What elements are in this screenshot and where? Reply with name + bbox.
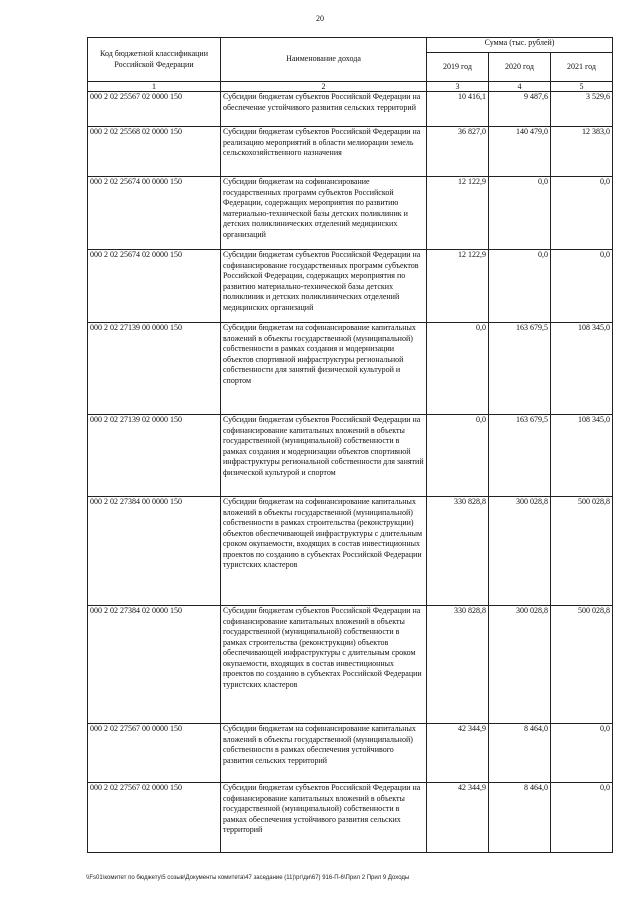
revenue-name-cell: Субсидии бюджетам субъектов Российской Федерации на софинансирование капитальных вложений в объекты государственной (муниципальной) собственности в рамках строительства (реконструкции) объектов обеспечивающей инфраструктуры с длительным сроком окупаемости, входящих в состав инвестиционных проектов по созданию в субъектах Российской Федерации туристских кластеров — [221, 606, 427, 724]
amount-2021-cell: 500 028,8 — [551, 606, 613, 724]
amount-2020-cell: 163 679,5 — [489, 415, 551, 497]
amount-2021-cell: 108 345,0 — [551, 415, 613, 497]
amount-2020-cell: 8 464,0 — [489, 724, 551, 783]
table-row — [88, 606, 613, 724]
amount-2020-cell: 300 028,8 — [489, 606, 551, 724]
file-path-footer: \\Fs01\комитет по бюджету\5 созыв\Документы комитета\47 заседание (11)\рг\ди\67) 916-П-6\Прил 2 Прил 9 Доходы — [86, 875, 410, 881]
table-row — [88, 177, 613, 250]
header-code: Код бюджетной классификации Российской Федерации — [88, 38, 221, 82]
amount-2021-cell: 0,0 — [551, 724, 613, 783]
amount-2019-cell: 10 416,1 — [427, 92, 489, 127]
amount-2020-cell: 8 464,0 — [489, 783, 551, 853]
revenue-name-cell: Субсидии бюджетам на софинансирование капитальных вложений в объекты государственной (муниципальной) собственности в рамках создания и модернизации объектов спортивной инфраструктуры региональной собственности для занятий физической культурой и спортом — [221, 323, 427, 415]
page-number: 20 — [316, 14, 324, 23]
table-row — [88, 250, 613, 323]
amount-2019-cell: 12 122,9 — [427, 177, 489, 250]
table-row — [88, 497, 613, 606]
amount-2021-cell: 108 345,0 — [551, 323, 613, 415]
amount-2019-cell: 42 344,9 — [427, 783, 489, 853]
revenue-name-cell: Субсидии бюджетам субъектов Российской Федерации на реализацию мероприятий в области мелиорации земель сельскохозяйственного назначения — [221, 127, 427, 177]
table-row — [88, 323, 613, 415]
header-year-2021: 2021 год — [551, 53, 613, 82]
column-number-row — [88, 82, 613, 92]
revenue-name-cell: Субсидии бюджетам субъектов Российской Федерации на софинансирование капитальных вложений в объекты государственной (муниципальной) собственности в рамках создания и модернизации объектов спортивной инфраструктуры региональной собственности для занятий физической культурой и спортом — [221, 415, 427, 497]
column-number: 3 — [427, 82, 489, 92]
amount-2019-cell: 36 827,0 — [427, 127, 489, 177]
revenue-table — [87, 37, 613, 853]
budget-code-cell: 000 2 02 25567 02 0000 150 — [88, 92, 221, 127]
budget-code-cell: 000 2 02 25674 02 0000 150 — [88, 250, 221, 323]
amount-2021-cell: 500 028,8 — [551, 497, 613, 606]
table-row — [88, 724, 613, 783]
amount-2020-cell: 300 028,8 — [489, 497, 551, 606]
revenue-name-cell: Субсидии бюджетам субъектов Российской Федерации на софинансирование государственных программ субъектов Российской Федерации, содержащих мероприятия по развитию материально-технической базы детских поликлиник и детских поликлинических отделений медицинских организаций — [221, 250, 427, 323]
amount-2019-cell: 0,0 — [427, 415, 489, 497]
amount-2021-cell: 0,0 — [551, 250, 613, 323]
table-row — [88, 127, 613, 177]
column-number: 5 — [551, 82, 613, 92]
amount-2021-cell: 12 383,0 — [551, 127, 613, 177]
budget-code-cell: 000 2 02 27139 02 0000 150 — [88, 415, 221, 497]
amount-2020-cell: 0,0 — [489, 177, 551, 250]
budget-code-cell: 000 2 02 27384 02 0000 150 — [88, 606, 221, 724]
budget-code-cell: 000 2 02 27139 00 0000 150 — [88, 323, 221, 415]
budget-code-cell: 000 2 02 27567 00 0000 150 — [88, 724, 221, 783]
amount-2019-cell: 330 828,8 — [427, 497, 489, 606]
column-number: 1 — [88, 82, 221, 92]
revenue-name-cell: Субсидии бюджетам субъектов Российской Федерации на обеспечение устойчивого развития сельских территорий — [221, 92, 427, 127]
header-year-2019: 2019 год — [427, 53, 489, 82]
amount-2019-cell: 42 344,9 — [427, 724, 489, 783]
amount-2021-cell: 0,0 — [551, 177, 613, 250]
table-row — [88, 415, 613, 497]
revenue-name-cell: Субсидии бюджетам на софинансирование государственных программ субъектов Российской Федерации, содержащих мероприятия по развитию материально-технической базы детских поликлиник и детских поликлинических отделений медицинских организаций — [221, 177, 427, 250]
table-row — [88, 92, 613, 127]
budget-code-cell: 000 2 02 25568 02 0000 150 — [88, 127, 221, 177]
amount-2019-cell: 330 828,8 — [427, 606, 489, 724]
amount-2019-cell: 12 122,9 — [427, 250, 489, 323]
revenue-name-cell: Субсидии бюджетам субъектов Российской Федерации на софинансирование капитальных вложений в объекты государственной (муниципальной) собственности в рамках обеспечения устойчивого развития сельских территорий — [221, 783, 427, 853]
amount-2019-cell: 0,0 — [427, 323, 489, 415]
column-number: 2 — [221, 82, 427, 92]
header-year-2020: 2020 год — [489, 53, 551, 82]
table-row — [88, 783, 613, 853]
revenue-name-cell: Субсидии бюджетам на софинансирование капитальных вложений в объекты государственной (муниципальной) собственности в рамках строительства (реконструкции) объектов обеспечивающей инфраструктуры с длительным сроком окупаемости, входящих в состав инвестиционных проектов по созданию в субъектах Российской Федерации туристских кластеров — [221, 497, 427, 606]
revenue-name-cell: Субсидии бюджетам на софинансирование капитальных вложений в объекты государственной (муниципальной) собственности в рамках обеспечения устойчивого развития сельских территорий — [221, 724, 427, 783]
budget-code-cell: 000 2 02 27384 00 0000 150 — [88, 497, 221, 606]
amount-2020-cell: 140 479,0 — [489, 127, 551, 177]
amount-2021-cell: 0,0 — [551, 783, 613, 853]
amount-2020-cell: 9 487,6 — [489, 92, 551, 127]
header-name: Наименование дохода — [221, 38, 427, 82]
amount-2020-cell: 163 679,5 — [489, 323, 551, 415]
budget-code-cell: 000 2 02 27567 02 0000 150 — [88, 783, 221, 853]
budget-code-cell: 000 2 02 25674 00 0000 150 — [88, 177, 221, 250]
column-number: 4 — [489, 82, 551, 92]
amount-2020-cell: 0,0 — [489, 250, 551, 323]
amount-2021-cell: 3 529,6 — [551, 92, 613, 127]
header-sum: Сумма (тыс. рублей) — [427, 38, 613, 53]
